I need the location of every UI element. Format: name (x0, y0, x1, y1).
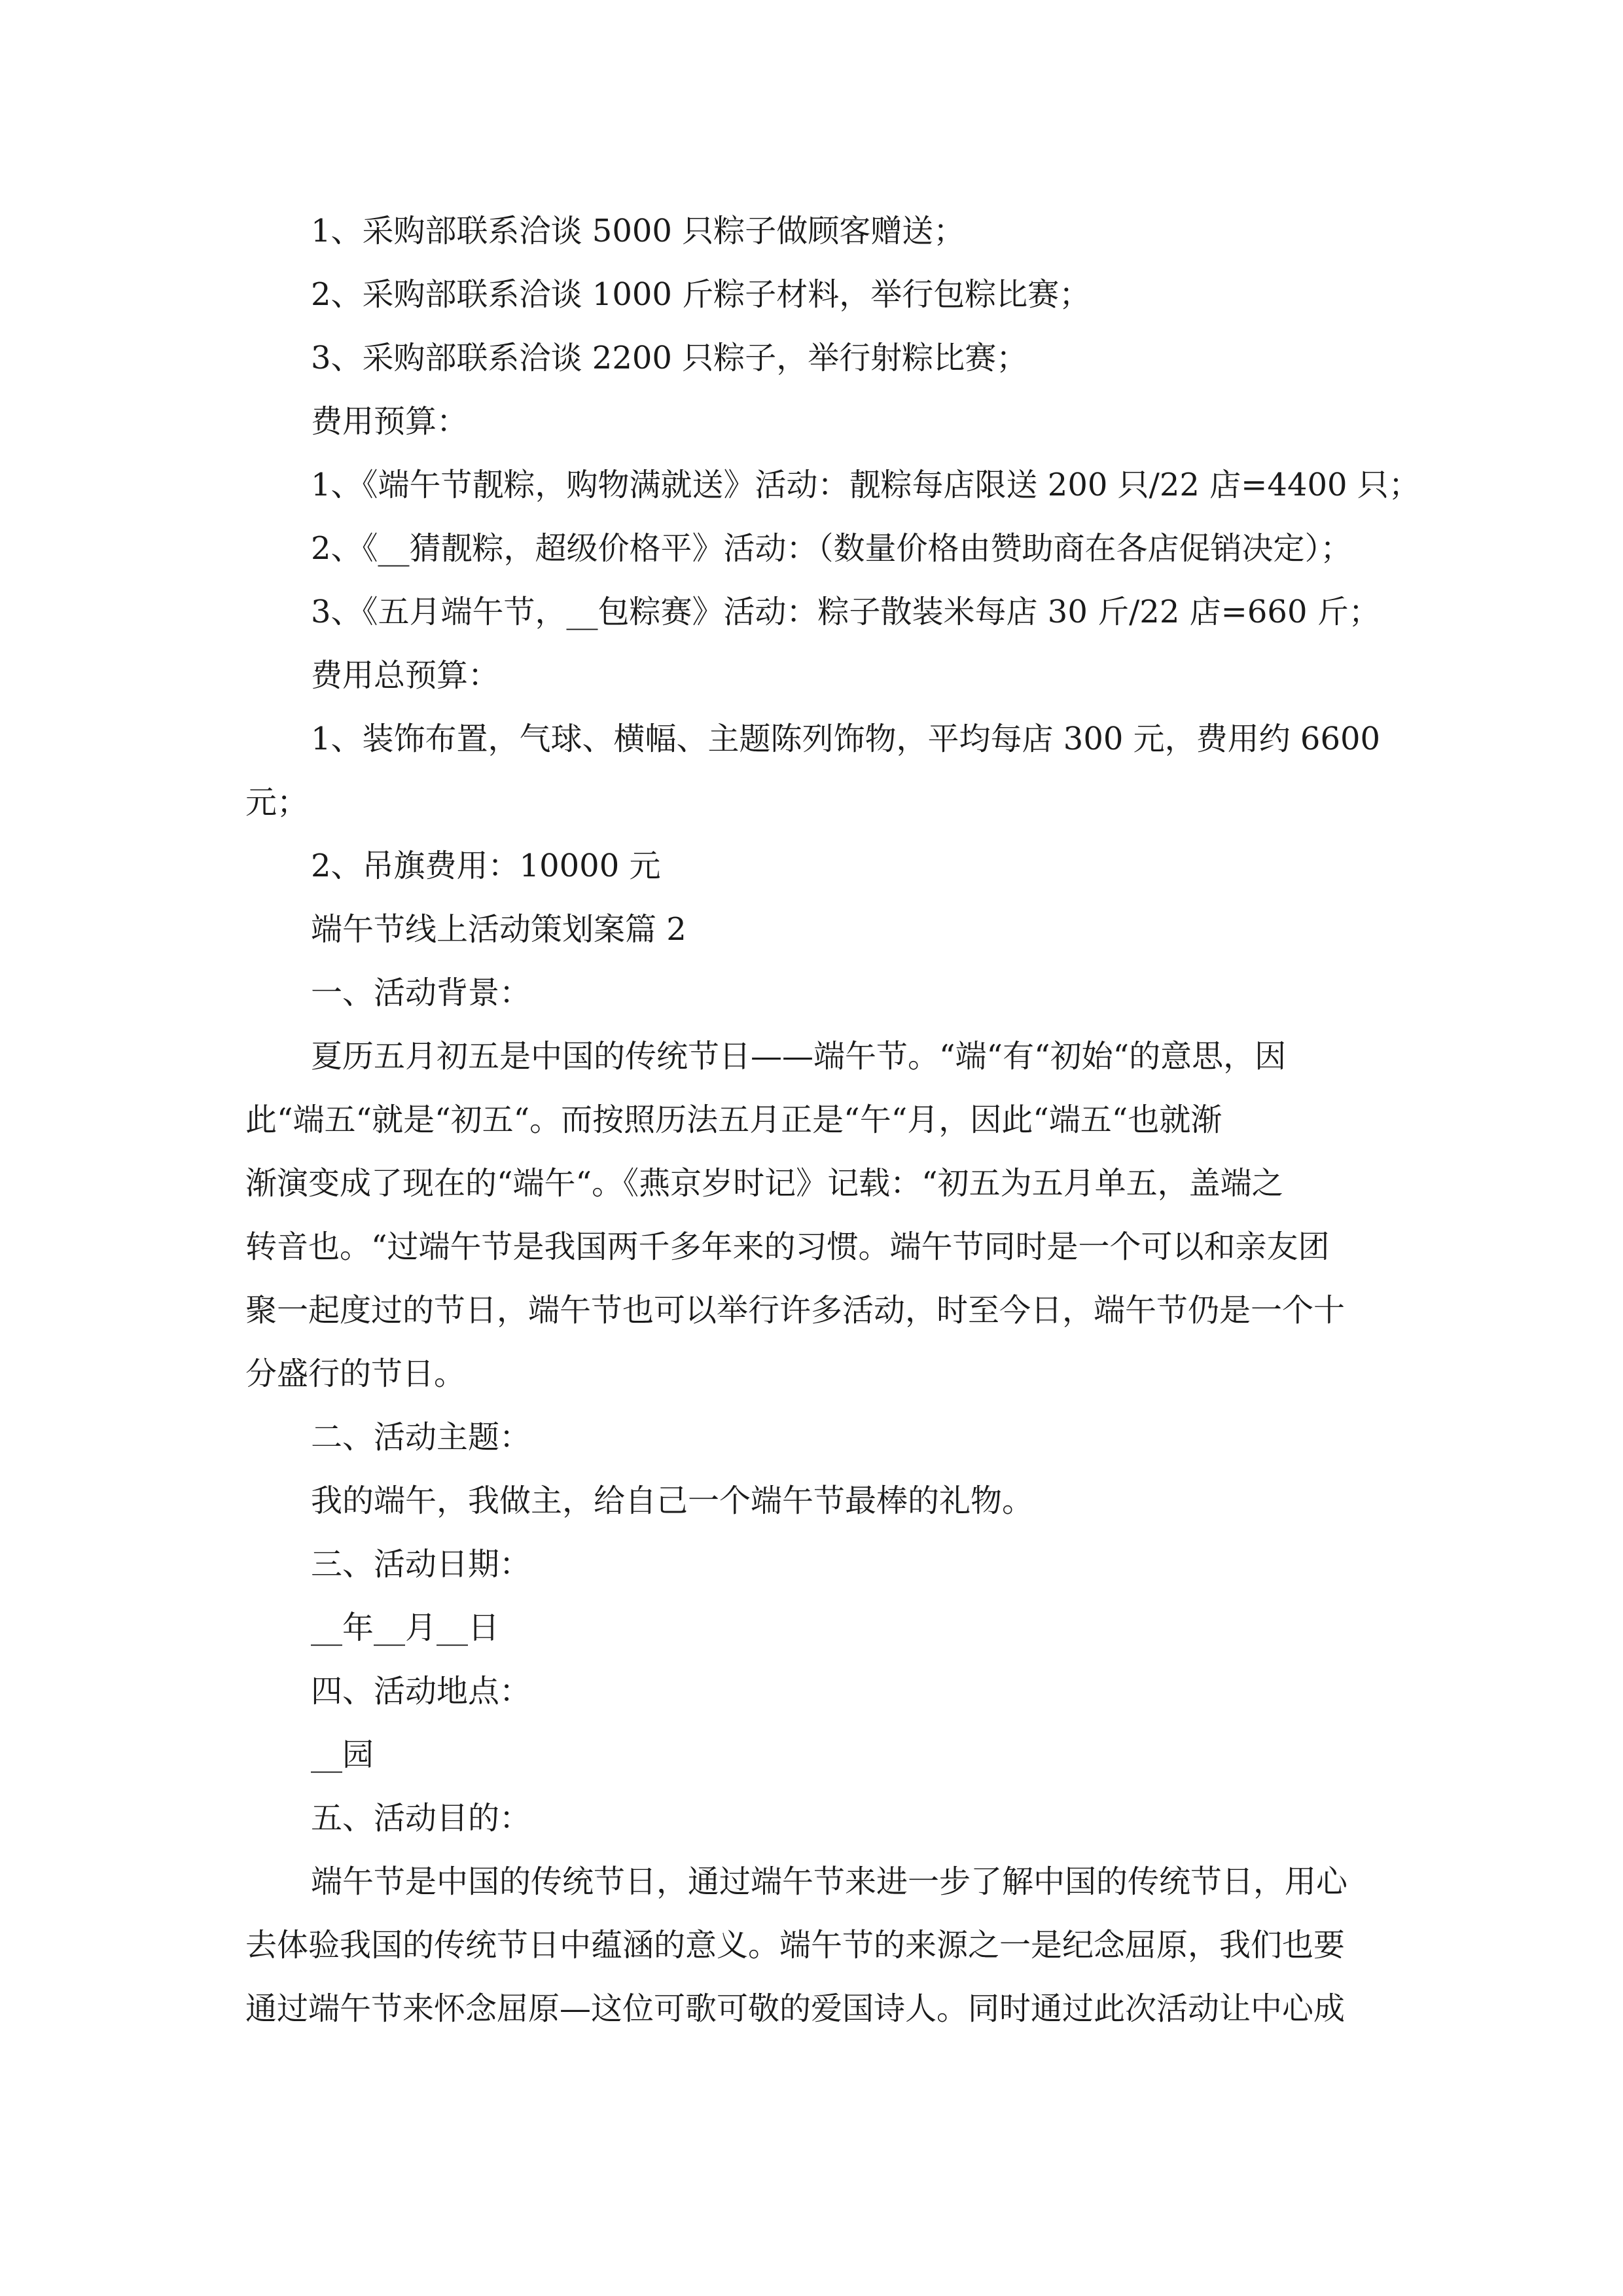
text-line: 1、采购部联系洽谈 5000 只粽子做顾客赠送； (311, 213, 965, 249)
section-heading: 四、活动地点： (311, 1673, 531, 1710)
text-line: 1、装饰布置，气球、横幅、主题陈列饰物，平均每店 300 元，费用约 6600 (311, 721, 1381, 757)
section-heading: 一、活动背景： (311, 975, 531, 1011)
paragraph-line: 端午节是中国的传统节日，通过端午节来进一步了解中国的传统节日，用心 (311, 1863, 1348, 1900)
text-line: 2、采购部联系洽谈 1000 斤粽子材料，举行包粽比赛； (311, 276, 1091, 313)
paragraph-line: 渐演变成了现在的“端午“。《燕京岁时记》记载：“初五为五月单五，盖端之 (245, 1165, 1283, 1202)
paragraph-line: 转音也。“过端午节是我国两千多年来的习惯。端午节同时是一个可以和亲友团 (245, 1229, 1330, 1265)
document-title: 端午节线上活动策划案篇 2 (311, 911, 687, 948)
text-line: 2、《__猜靓粽，超级价格平》活动：（数量价格由赞助商在各店促销决定）； (311, 530, 1352, 567)
section-heading: 五、活动目的： (311, 1800, 531, 1837)
text-line: __园 (311, 1736, 374, 1773)
text-line: 3、采购部联系洽谈 2200 只粽子，举行射粽比赛； (311, 340, 1028, 376)
paragraph-line: 通过端午节来怀念屈原—这位可歌可敬的爱国诗人。同时通过此次活动让中心成 (245, 1990, 1346, 2027)
text-line: __年__月__日 (311, 1609, 500, 1646)
paragraph-line: 去体验我国的传统节日中蕴涵的意义。端午节的来源之一是纪念屈原，我们也要 (245, 1927, 1346, 1964)
text-line: 2、吊旗费用：10000 元 (311, 848, 661, 884)
text-line: 我的端午，我做主，给自己一个端午节最棒的礼物。 (311, 1482, 1034, 1519)
paragraph-line: 聚一起度过的节日，端午节也可以举行许多活动，时至今日，端午节仍是一个十 (245, 1292, 1346, 1329)
section-heading: 三、活动日期： (311, 1546, 531, 1583)
text-line: 元； (245, 784, 309, 821)
document-body (245, 200, 1420, 2041)
section-heading: 二、活动主题： (311, 1419, 531, 1456)
paragraph-line: 此“端五“就是“初五“。而按照历法五月正是“午“月，因此“端五“也就渐 (245, 1102, 1222, 1138)
paragraph-line: 分盛行的节日。 (245, 1355, 466, 1392)
section-heading: 费用总预算： (311, 657, 500, 694)
text-line: 1、《端午节靓粽，购物满就送》活动：靓粽每店限送 200 只/22 店=4400 只； (311, 467, 1420, 503)
section-heading: 费用预算： (311, 403, 469, 440)
text-line: 3、《五月端午节，__包粽赛》活动：粽子散装米每店 30 斤/22 店=660 斤； (311, 594, 1380, 630)
paragraph-line: 夏历五月初五是中国的传统节日——端午节。“端“有“初始“的意思，因 (311, 1038, 1287, 1075)
